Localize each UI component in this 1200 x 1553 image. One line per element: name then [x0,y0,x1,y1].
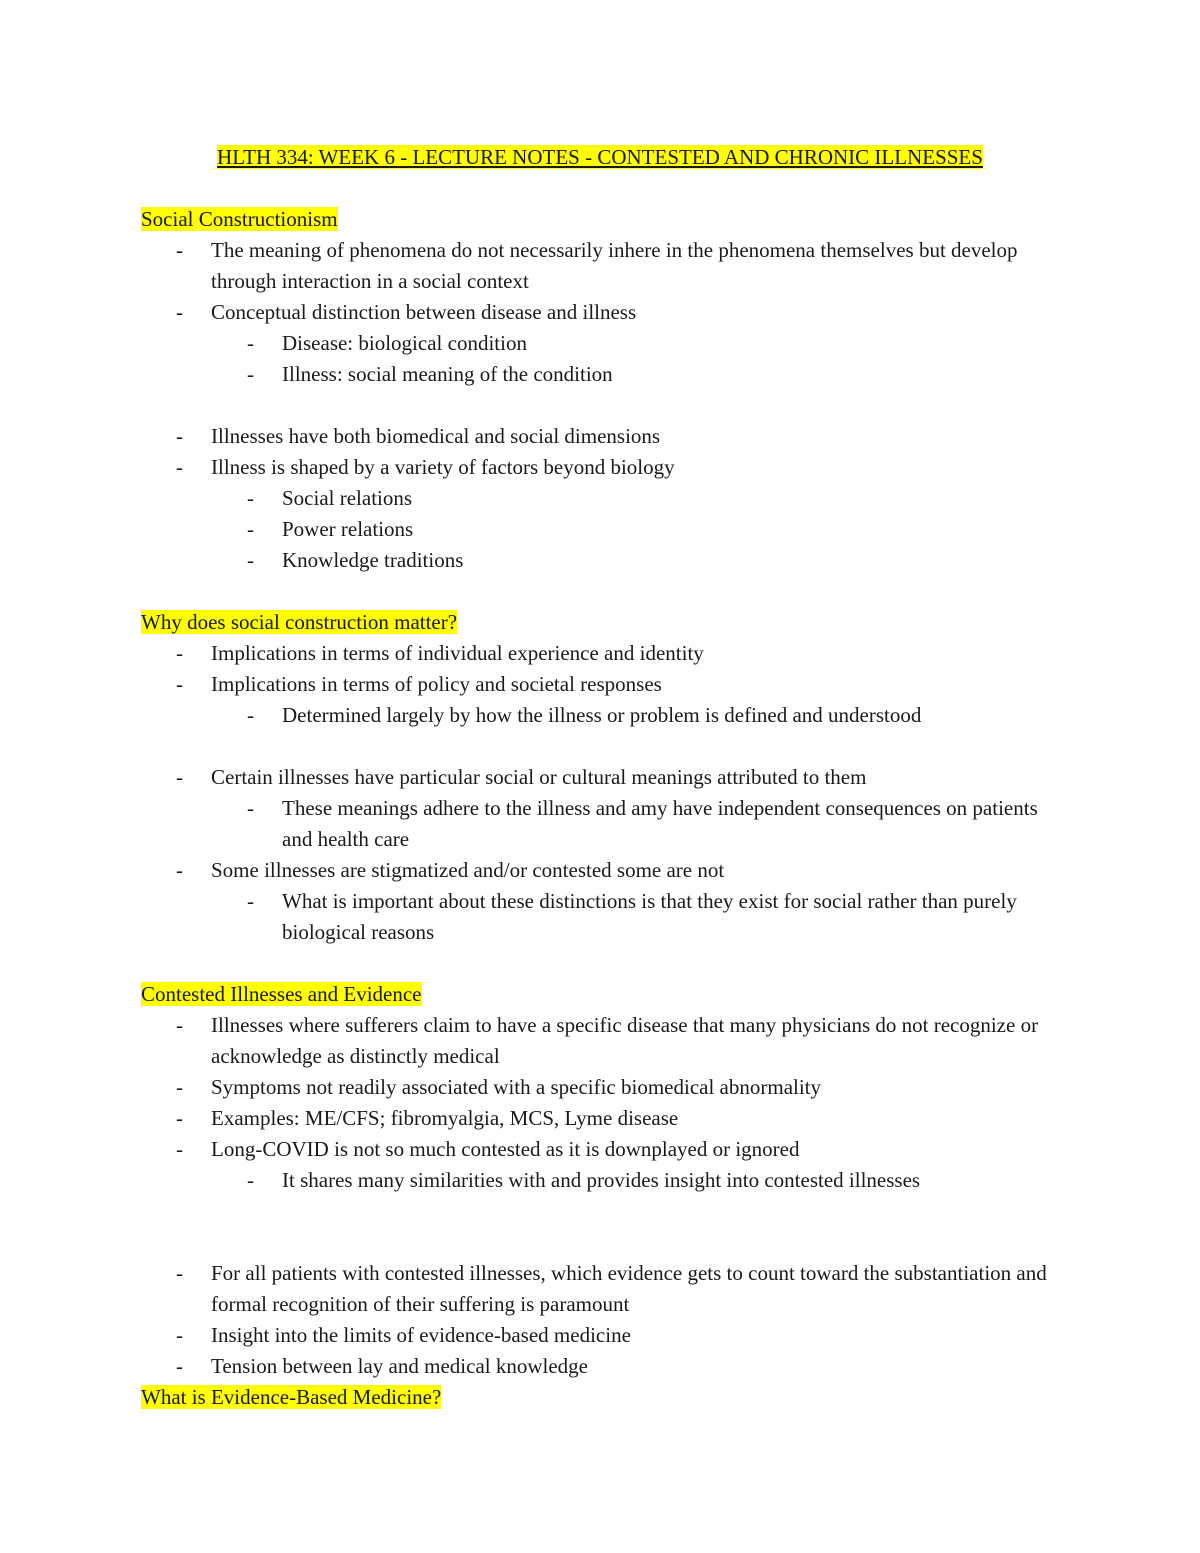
bullet-dash: - [247,331,254,355]
bullet-dash: - [176,1075,183,1099]
bullet-dash: - [176,455,183,479]
list-item [176,1134,1061,1165]
list-item-text: For all patients with contested illnesses, which evidence gets to count toward the substantiation and formal recognition of their suffering is paramount [211,1261,1047,1316]
list-subitem [247,483,1062,514]
list-item [176,1320,1061,1351]
list-subitem [247,1165,1062,1196]
section-heading-contested-illnesses [141,979,422,1010]
bullet-dash: - [176,1323,183,1347]
bullet-dash: - [247,486,254,510]
list-item-text: The meaning of phenomena do not necessarily inhere in the phenomena themselves but develop through interaction in a social context [211,238,1018,293]
section-heading-why-social-construction [141,607,457,638]
list-subitem [247,545,1062,576]
document-title [0,142,1200,173]
bullet-dash: - [176,424,183,448]
document-title-text: HLTH 334: WEEK 6 - LECTURE NOTES - CONTESTED AND CHRONIC ILLNESSES [217,145,983,169]
list-subitem [247,700,1062,731]
bullet-dash: - [247,1168,254,1192]
list-item [176,1010,1061,1072]
section-heading-text: Contested Illnesses and Evidence [141,982,422,1006]
bullet-dash: - [247,362,254,386]
list-item-text: Illness is shaped by a variety of factors beyond biology [211,455,675,479]
section-heading-text: Social Constructionism [141,207,338,231]
list-item [176,1103,1061,1134]
list-item-text: Long-COVID is not so much contested as it is downplayed or ignored [211,1137,800,1161]
list-item-text: Illnesses have both biomedical and social dimensions [211,424,661,448]
list-item-text: Symptoms not readily associated with a specific biomedical abnormality [211,1075,822,1099]
list-subitem [247,328,1062,359]
bullet-dash: - [176,641,183,665]
list-item [176,855,1061,886]
section-heading-evidence-based-medicine [141,1382,441,1413]
bullet-dash: - [247,796,254,820]
list-item [176,1072,1061,1103]
bullet-dash: - [176,1261,183,1285]
bullet-dash: - [176,1137,183,1161]
list-subitem-text: Social relations [282,486,413,510]
list-subitem [247,886,1062,948]
list-subitem-text: These meanings adhere to the illness and amy have independent consequences on patients and health care [282,796,1038,851]
list-subitem-text: Illness: social meaning of the condition [282,362,613,386]
list-item [176,638,1061,669]
bullet-dash: - [247,889,254,913]
list-subitem [247,359,1062,390]
list-item-text: Implications in terms of policy and societal responses [211,672,662,696]
list-item-text: Examples: ME/CFS; fibromyalgia, MCS, Lyme disease [211,1106,679,1130]
bullet-dash: - [247,548,254,572]
list-item [176,1258,1061,1320]
section-heading-text: Why does social construction matter? [141,610,458,634]
list-item-text: Insight into the limits of evidence-based medicine [211,1323,631,1347]
bullet-dash: - [176,765,183,789]
list-subitem-text: Knowledge traditions [282,548,464,572]
list-item [176,762,1061,793]
list-subitem [247,514,1062,545]
list-item [176,297,1061,328]
list-item-text: Illnesses where sufferers claim to have a specific disease that many physicians do not recognize or acknowledge as distinctly medical [211,1013,1039,1068]
list-subitem-text: Power relations [282,517,414,541]
bullet-dash: - [247,703,254,727]
bullet-dash: - [176,1013,183,1037]
section-heading-text: What is Evidence-Based Medicine? [141,1385,442,1409]
bullet-dash: - [176,1354,183,1378]
list-subitem [247,793,1062,855]
list-subitem-text: Disease: biological condition [282,331,527,355]
section-heading-social-constructionism [141,204,338,235]
list-item-text: Certain illnesses have particular social or cultural meanings attributed to them [211,765,867,789]
bullet-dash: - [176,1106,183,1130]
list-item-text: Some illnesses are stigmatized and/or contested some are not [211,858,725,882]
list-item [176,421,1061,452]
bullet-dash: - [247,517,254,541]
list-subitem-text: What is important about these distinctions is that they exist for social rather than purely biological reasons [282,889,1017,944]
list-item [176,452,1061,483]
list-item-text: Conceptual distinction between disease and illness [211,300,637,324]
list-subitem-text: It shares many similarities with and provides insight into contested illnesses [282,1168,921,1192]
bullet-dash: - [176,300,183,324]
bullet-dash: - [176,858,183,882]
list-item [176,669,1061,700]
list-item-text: Implications in terms of individual experience and identity [211,641,704,665]
bullet-dash: - [176,238,183,262]
list-item-text: Tension between lay and medical knowledge [211,1354,588,1378]
list-item [176,1351,1061,1382]
bullet-dash: - [176,672,183,696]
list-subitem-text: Determined largely by how the illness or problem is defined and understood [282,703,922,727]
list-item [176,235,1061,297]
